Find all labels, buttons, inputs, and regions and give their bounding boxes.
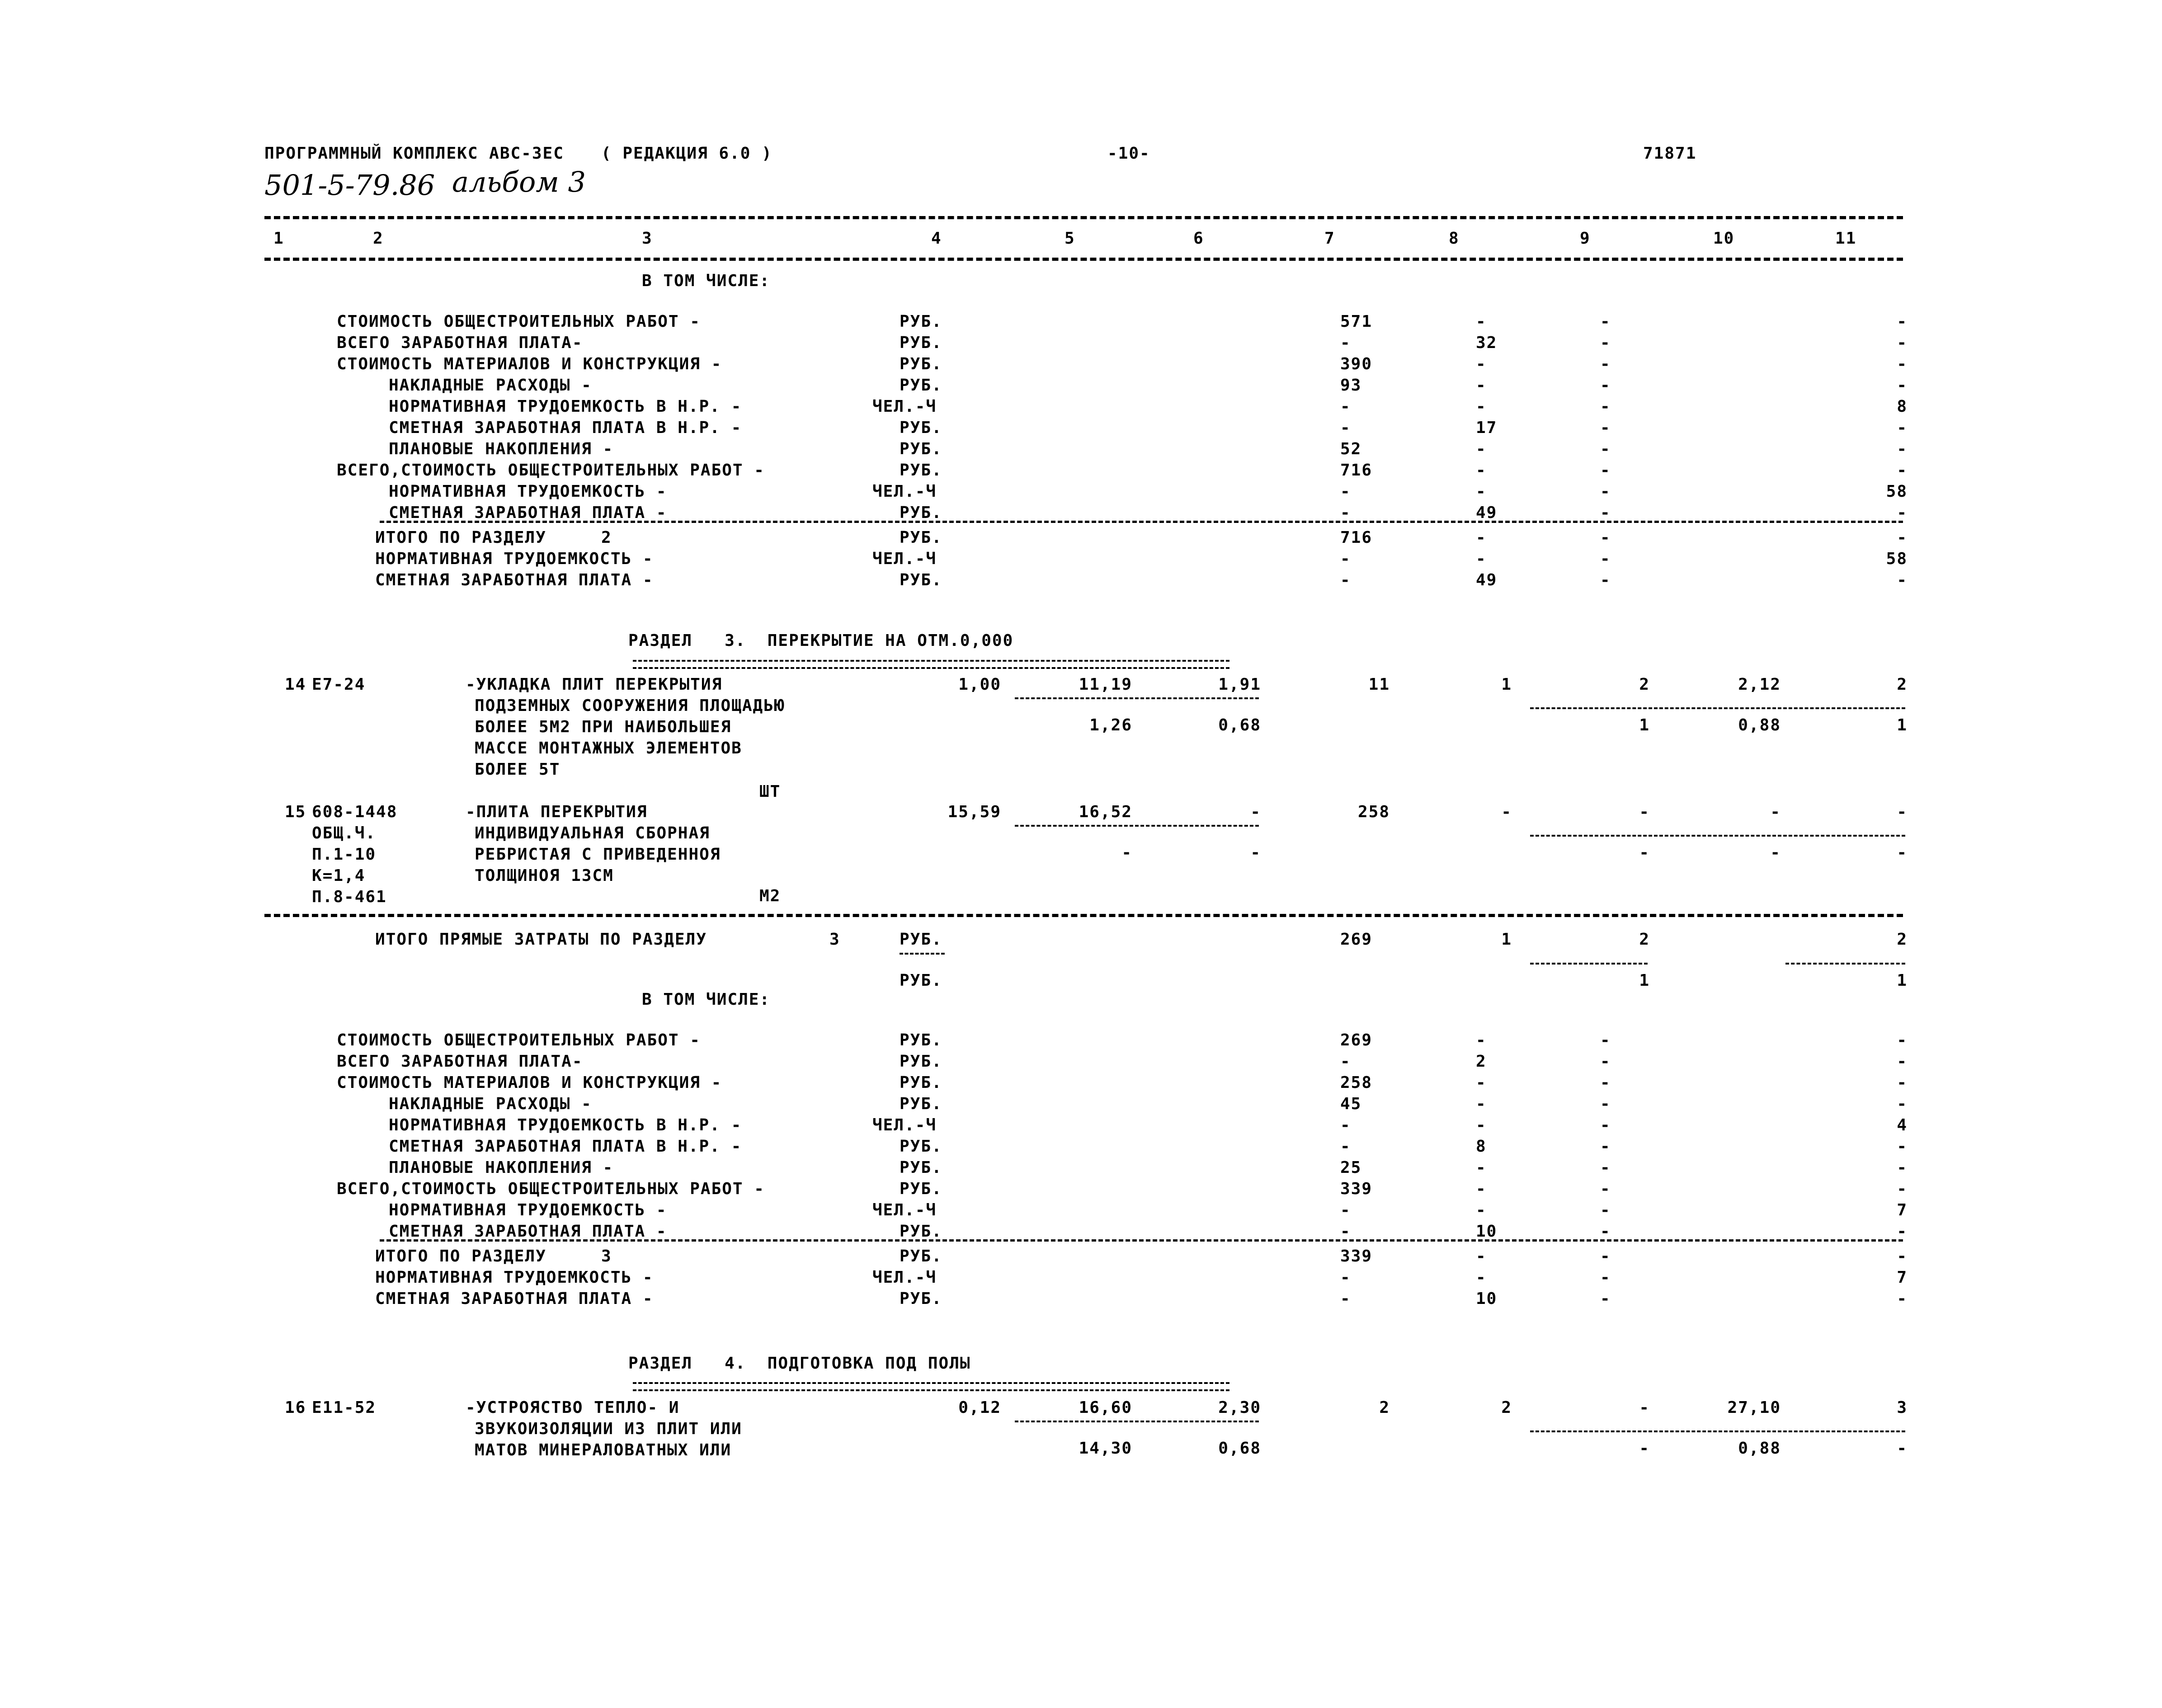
unit-label: РУБ. [900, 503, 942, 522]
cell-col9: - [1600, 461, 1611, 480]
unit-label: РУБ. [900, 312, 942, 331]
album-handwritten: альбом 3 [452, 165, 586, 198]
cell-col11: - [1897, 419, 1908, 437]
unit-label: РУБ. [900, 461, 942, 480]
cell-col7: 52 [1340, 440, 1362, 458]
cell-col8: - [1476, 1073, 1487, 1092]
summary-row-label: СТОИМОСТЬ МАТЕРИАЛОВ И КОНСТРУКЦИЯ - [337, 1073, 722, 1092]
total-row-label: СМЕТНАЯ ЗАРАБОТНАЯ ПЛАТА - [375, 1289, 654, 1308]
cell-col11: - [1897, 1073, 1908, 1092]
unit-label: ЧЕЛ.-Ч [872, 550, 937, 568]
column-number: 2 [373, 229, 384, 248]
cell-col9: - [1600, 528, 1611, 547]
subrow-rule [1530, 1430, 1905, 1432]
cell-col7: 339 [1340, 1180, 1373, 1198]
page-number: -10- [1107, 144, 1150, 163]
summary-row-label: ВСЕГО ЗАРАБОТНАЯ ПЛАТА- [337, 334, 583, 352]
unit-label: РУБ. [900, 440, 942, 458]
unit-label: ЧЕЛ.-Ч [872, 397, 937, 416]
summary-row-label: НАКЛАДНЫЕ РАСХОДЫ - [389, 1095, 592, 1113]
cell-col9-sub: - [1639, 843, 1650, 862]
cell-col11: - [1897, 1137, 1908, 1156]
subrow-rule [1530, 707, 1905, 709]
cell-col4: 15,59 [947, 803, 1001, 821]
section-title: РАЗДЕЛ 3. ПЕРЕКРЫТИЕ НА ОТМ.0,000 [628, 631, 1014, 650]
item-description: БОЛЕЕ 5М2 ПРИ НАИБОЛЬШЕЯ [475, 718, 732, 736]
summary-row-label: ВСЕГО ЗАРАБОТНАЯ ПЛАТА- [337, 1052, 583, 1071]
intro-label: В ТОМ ЧИСЛЕ: [642, 272, 771, 290]
subrow-rule [1015, 1421, 1259, 1422]
cell-col11: 7 [1897, 1268, 1908, 1287]
cell-col7: - [1340, 334, 1351, 352]
cell-col11: 3 [1897, 1398, 1908, 1417]
cell-col9: - [1600, 1052, 1611, 1071]
column-number: 9 [1580, 229, 1591, 248]
cell-col11: 7 [1897, 1201, 1908, 1219]
summary-row-label: СМЕТНАЯ ЗАРАБОТНАЯ ПЛАТА - [389, 503, 667, 522]
unit-label: ШТ [759, 782, 781, 801]
item-code: П.8-461 [312, 888, 387, 906]
summary-row-label: НОРМАТИВНАЯ ТРУДОЕМКОСТЬ - [389, 1201, 667, 1219]
cell-col8: 8 [1476, 1137, 1487, 1156]
cell-col8: - [1476, 440, 1487, 458]
cell-col11: 4 [1897, 1116, 1908, 1134]
unit-label: РУБ. [900, 528, 942, 547]
section-title: РАЗДЕЛ 4. ПОДГОТОВКА ПОД ПОЛЫ [628, 1354, 971, 1373]
item-description: ЗВУКОИЗОЛЯЦИИ ИЗ ПЛИТ ИЛИ [475, 1420, 742, 1438]
subrow-rule [900, 953, 945, 955]
item-description: ИНДИВИДУАЛЬНАЯ СБОРНАЯ [475, 824, 710, 842]
cell-col8: 49 [1476, 503, 1498, 522]
cell-col8: - [1476, 376, 1487, 395]
cell-col10-sub: 0,88 [1738, 1439, 1781, 1458]
cell-col9-sub: 1 [1639, 971, 1650, 990]
cell-col11: - [1897, 528, 1908, 547]
section-rule [264, 914, 1903, 917]
section-rule [380, 1239, 1903, 1242]
cell-col9: 2 [1639, 930, 1650, 949]
unit-label: РУБ. [900, 1180, 942, 1198]
cell-col8: 17 [1476, 419, 1498, 437]
item-code: 608-1448 [312, 803, 398, 821]
cell-col8: 1 [1501, 930, 1512, 949]
cell-col11: - [1897, 571, 1908, 589]
unit-label: РУБ. [900, 571, 942, 589]
total-row-label: ИТОГО ПО РАЗДЕЛУ [375, 528, 546, 547]
cell-col9: - [1600, 1180, 1611, 1198]
summary-row-label: НОРМАТИВНАЯ ТРУДОЕМКОСТЬ В Н.Р. - [389, 1116, 742, 1134]
cell-col9: - [1600, 1268, 1611, 1287]
cell-col4: 1,00 [958, 675, 1001, 694]
item-description: БОЛЕЕ 5Т [475, 760, 561, 779]
item-number: 14 [285, 675, 306, 694]
unit-label: ЧЕЛ.-Ч [872, 1116, 937, 1134]
cell-col6: - [1250, 803, 1261, 821]
summary-row-label: СТОИМОСТЬ МАТЕРИАЛОВ И КОНСТРУКЦИЯ - [337, 355, 722, 373]
total-row-label: СМЕТНАЯ ЗАРАБОТНАЯ ПЛАТА - [375, 571, 654, 589]
total-row-label: НОРМАТИВНАЯ ТРУДОЕМКОСТЬ - [375, 1268, 654, 1287]
cell-col5-sub: 1,26 [1089, 716, 1132, 734]
cell-col11: - [1897, 503, 1908, 522]
item-code: П.1-10 [312, 845, 377, 864]
item-number: 15 [285, 803, 306, 821]
program-name: ПРОГРАММНЫЙ КОМПЛЕКС АВС-3ЕС [264, 144, 564, 163]
cell-col9: - [1600, 1158, 1611, 1177]
item-code: ОБЩ.Ч. [312, 824, 377, 842]
cell-col8: - [1501, 803, 1512, 821]
cell-col7: 11 [1368, 675, 1390, 694]
cell-col6-sub: - [1250, 843, 1261, 862]
cell-col7: - [1340, 1201, 1351, 1219]
item-description: МАССЕ МОНТАЖНЫХ ЭЛЕМЕНТОВ [475, 739, 742, 758]
item-description: -УСТРОЯСТВО ТЕПЛО- И [466, 1398, 680, 1417]
cell-col11: - [1897, 1052, 1908, 1071]
section-rule [380, 521, 1903, 523]
cell-col11: - [1897, 334, 1908, 352]
cell-col7: 269 [1340, 930, 1373, 949]
cell-col11: - [1897, 1180, 1908, 1198]
cell-col9: - [1600, 419, 1611, 437]
cell-col9: - [1600, 550, 1611, 568]
summary-row-label: ВСЕГО,СТОИМОСТЬ ОБЩЕСТРОИТЕЛЬНЫХ РАБОТ - [337, 1180, 765, 1198]
cell-col9: - [1600, 334, 1611, 352]
cell-col8: - [1476, 1158, 1487, 1177]
cell-col9: - [1600, 1095, 1611, 1113]
column-number: 5 [1065, 229, 1075, 248]
cell-col7: - [1340, 1052, 1351, 1071]
cell-col10: 27,10 [1727, 1398, 1781, 1417]
unit-label: РУБ. [900, 1031, 942, 1049]
header-rule-top [264, 216, 1903, 219]
cell-col8: - [1476, 1201, 1487, 1219]
cell-col8: - [1476, 461, 1487, 480]
subrow-rule [1530, 835, 1905, 837]
item-description: ПОДЗЕМНЫХ СООРУЖЕНИЯ ПЛОЩАДЬЮ [475, 696, 785, 715]
item-number: 16 [285, 1398, 306, 1417]
cell-col7: - [1340, 1222, 1351, 1241]
direct-costs-label: ИТОГО ПРЯМЫЕ ЗАТРАТЫ ПО РАЗДЕЛУ [375, 930, 707, 949]
cell-col11-sub: - [1897, 843, 1908, 862]
cell-col7: 258 [1340, 1073, 1373, 1092]
cell-col10-sub: 0,88 [1738, 716, 1781, 734]
cell-col7: - [1340, 1289, 1351, 1308]
cell-col7: 25 [1340, 1158, 1362, 1177]
cell-col7: 269 [1340, 1031, 1373, 1049]
summary-row-label: СТОИМОСТЬ ОБЩЕСТРОИТЕЛЬНЫХ РАБОТ - [337, 1031, 701, 1049]
column-number: 4 [931, 229, 942, 248]
column-number: 10 [1713, 229, 1735, 248]
unit-label: ЧЕЛ.-Ч [872, 482, 937, 501]
subrow-rule [1015, 697, 1259, 699]
cell-col8: 49 [1476, 571, 1498, 589]
cell-col9: - [1600, 1137, 1611, 1156]
cell-col10: - [1770, 803, 1781, 821]
summary-row-label: ПЛАНОВЫЕ НАКОПЛЕНИЯ - [389, 440, 614, 458]
cell-col5-sub: 14,30 [1079, 1439, 1132, 1458]
cell-col9: 2 [1639, 675, 1650, 694]
cell-col8: - [1476, 528, 1487, 547]
summary-row-label: НОРМАТИВНАЯ ТРУДОЕМКОСТЬ В Н.Р. - [389, 397, 742, 416]
cell-col9: - [1600, 503, 1611, 522]
unit-label: РУБ. [900, 1052, 942, 1071]
cell-col8: - [1476, 1116, 1487, 1134]
cell-col11: 2 [1897, 930, 1908, 949]
column-number: 1 [273, 229, 284, 248]
cell-col8: - [1476, 355, 1487, 373]
unit-label: РУБ. [900, 1158, 942, 1177]
item-description: МАТОВ МИНЕРАЛОВАТНЫХ ИЛИ [475, 1441, 732, 1459]
cell-col6: 1,91 [1218, 675, 1261, 694]
cell-col9: - [1600, 397, 1611, 416]
cell-col8: - [1476, 1247, 1487, 1266]
item-code: Е7-24 [312, 675, 366, 694]
summary-row-label: НАКЛАДНЫЕ РАСХОДЫ - [389, 376, 592, 395]
total-row-label: ИТОГО ПО РАЗДЕЛУ [375, 1247, 546, 1266]
unit-label: РУБ. [900, 355, 942, 373]
cell-col8: - [1476, 482, 1487, 501]
unit-label: РУБ. [900, 1095, 942, 1113]
unit-label: РУБ. [900, 1289, 942, 1308]
cell-col9: - [1639, 1398, 1650, 1417]
cell-col11: 8 [1897, 397, 1908, 416]
item-code: Е11-52 [312, 1398, 377, 1417]
section-title-underline [633, 660, 1229, 669]
cell-col7: 390 [1340, 355, 1373, 373]
cell-col11: - [1897, 1095, 1908, 1113]
cell-col8: - [1476, 1031, 1487, 1049]
unit-label: РУБ. [900, 1222, 942, 1241]
cell-col8: - [1476, 550, 1487, 568]
unit-label: РУБ. [900, 419, 942, 437]
cell-col9: - [1600, 482, 1611, 501]
total-row-number: 3 [601, 1247, 612, 1266]
column-number: 3 [642, 229, 653, 248]
unit-label: РУБ. [900, 1073, 942, 1092]
cell-col11: - [1897, 803, 1908, 821]
cell-col7: - [1340, 1268, 1351, 1287]
edition: ( РЕДАКЦИЯ 6.0 ) [601, 144, 772, 163]
cell-col8: - [1476, 1180, 1487, 1198]
cell-col11-sub: 1 [1897, 971, 1908, 990]
cell-col7: - [1340, 397, 1351, 416]
cell-col7: 93 [1340, 376, 1362, 395]
section-title-underline [633, 1382, 1229, 1391]
cell-col9-sub: - [1639, 1439, 1650, 1458]
cell-col10-sub: - [1770, 843, 1781, 862]
intro-label: В ТОМ ЧИСЛЕ: [642, 990, 771, 1009]
cell-col8: 10 [1476, 1289, 1498, 1308]
cell-col11: 2 [1897, 675, 1908, 694]
cell-col9: - [1639, 803, 1650, 821]
cell-col8: - [1476, 397, 1487, 416]
cell-col11-sub: 1 [1897, 716, 1908, 734]
cell-col11: - [1897, 1222, 1908, 1241]
column-number: 11 [1835, 229, 1857, 248]
cell-col9: - [1600, 571, 1611, 589]
cell-col9: - [1600, 1201, 1611, 1219]
cell-col11: - [1897, 1158, 1908, 1177]
cell-col9: - [1600, 1247, 1611, 1266]
cell-col7: 45 [1340, 1095, 1362, 1113]
cell-col7: - [1340, 1116, 1351, 1134]
column-number: 8 [1449, 229, 1460, 248]
unit-label: РУБ. [900, 930, 942, 949]
cell-col8: - [1476, 312, 1487, 331]
item-description: -УКЛАДКА ПЛИТ ПЕРЕКРЫТИЯ [466, 675, 723, 694]
cell-col6-sub: 0,68 [1218, 1439, 1261, 1458]
subrow-rule [1015, 825, 1259, 827]
cell-col7: - [1340, 571, 1351, 589]
item-description: ТОЛЩИНОЯ 13СМ [475, 866, 614, 885]
cell-col7: 571 [1340, 312, 1373, 331]
cell-col9: - [1600, 1031, 1611, 1049]
summary-row-label: СМЕТНАЯ ЗАРАБОТНАЯ ПЛАТА - [389, 1222, 667, 1241]
header-rule-bottom [264, 258, 1903, 261]
cell-col9: - [1600, 1073, 1611, 1092]
cell-col8: 32 [1476, 334, 1498, 352]
cell-col9-sub: 1 [1639, 716, 1650, 734]
summary-row-label: ВСЕГО,СТОИМОСТЬ ОБЩЕСТРОИТЕЛЬНЫХ РАБОТ - [337, 461, 765, 480]
cell-col8: 10 [1476, 1222, 1498, 1241]
cell-col8: - [1476, 1268, 1487, 1287]
unit-label: РУБ. [900, 971, 942, 990]
cell-col11: - [1897, 440, 1908, 458]
cell-col5: 16,60 [1079, 1398, 1132, 1417]
cell-col9: - [1600, 440, 1611, 458]
unit-label: ЧЕЛ.-Ч [872, 1268, 937, 1287]
total-row-number: 2 [601, 528, 612, 547]
cell-col7: 2 [1379, 1398, 1390, 1417]
summary-row-label: СМЕТНАЯ ЗАРАБОТНАЯ ПЛАТА В Н.Р. - [389, 1137, 742, 1156]
cell-col4: 0,12 [958, 1398, 1001, 1417]
cell-col9: - [1600, 1116, 1611, 1134]
cell-col7: - [1340, 419, 1351, 437]
cell-col10: 2,12 [1738, 675, 1781, 694]
summary-row-label: ПЛАНОВЫЕ НАКОПЛЕНИЯ - [389, 1158, 614, 1177]
cell-col7: - [1340, 1137, 1351, 1156]
cell-col9: - [1600, 312, 1611, 331]
cell-col7: 339 [1340, 1247, 1373, 1266]
unit-label: ЧЕЛ.-Ч [872, 1201, 937, 1219]
unit-label: РУБ. [900, 1137, 942, 1156]
cell-col7: - [1340, 550, 1351, 568]
cell-col8: 2 [1476, 1052, 1487, 1071]
cell-col7: 716 [1340, 461, 1373, 480]
unit-label: РУБ. [900, 376, 942, 395]
cell-col9: - [1600, 355, 1611, 373]
cell-col11: 58 [1886, 550, 1908, 568]
cell-col8: 2 [1501, 1398, 1512, 1417]
document-code: 71871 [1643, 144, 1697, 163]
summary-row-label: СТОИМОСТЬ ОБЩЕСТРОИТЕЛЬНЫХ РАБОТ - [337, 312, 701, 331]
cell-col11: - [1897, 355, 1908, 373]
cell-col11: - [1897, 1247, 1908, 1266]
cell-col11: - [1897, 312, 1908, 331]
album-number: 501-5-79.86 [264, 169, 435, 202]
cell-col11-sub: - [1897, 1439, 1908, 1458]
unit-label: М2 [759, 887, 781, 905]
item-description: РЕБРИСТАЯ С ПРИВЕДЕННОЯ [475, 845, 721, 864]
summary-row-label: СМЕТНАЯ ЗАРАБОТНАЯ ПЛАТА В Н.Р. - [389, 419, 742, 437]
column-number: 7 [1324, 229, 1335, 248]
item-code: К=1,4 [312, 866, 366, 885]
cell-col9: - [1600, 1289, 1611, 1308]
unit-label: РУБ. [900, 334, 942, 352]
total-row-label: НОРМАТИВНАЯ ТРУДОЕМКОСТЬ - [375, 550, 654, 568]
cell-col5-sub: - [1121, 843, 1132, 862]
cell-col7: 716 [1340, 528, 1373, 547]
cell-col9: - [1600, 1222, 1611, 1241]
item-description: -ПЛИТА ПЕРЕКРЫТИЯ [466, 803, 648, 821]
cell-col8: - [1476, 1095, 1487, 1113]
cell-col6-sub: 0,68 [1218, 716, 1261, 734]
cell-col11: - [1897, 376, 1908, 395]
cell-col8: 1 [1501, 675, 1512, 694]
subrow-rule [1785, 963, 1905, 965]
cell-col5: 16,52 [1079, 803, 1132, 821]
direct-costs-number: 3 [829, 930, 840, 949]
cell-col11: 58 [1886, 482, 1908, 501]
cell-col11: - [1897, 1289, 1908, 1308]
subrow-rule [1530, 963, 1648, 965]
unit-label: РУБ. [900, 1247, 942, 1266]
cell-col7: - [1340, 482, 1351, 501]
summary-row-label: НОРМАТИВНАЯ ТРУДОЕМКОСТЬ - [389, 482, 667, 501]
cell-col7: 258 [1357, 803, 1390, 821]
cell-col11: - [1897, 1031, 1908, 1049]
cell-col5: 11,19 [1079, 675, 1132, 694]
column-number: 6 [1193, 229, 1204, 248]
cell-col9: - [1600, 376, 1611, 395]
cell-col7: - [1340, 503, 1351, 522]
cell-col11: - [1897, 461, 1908, 480]
cell-col6: 2,30 [1218, 1398, 1261, 1417]
